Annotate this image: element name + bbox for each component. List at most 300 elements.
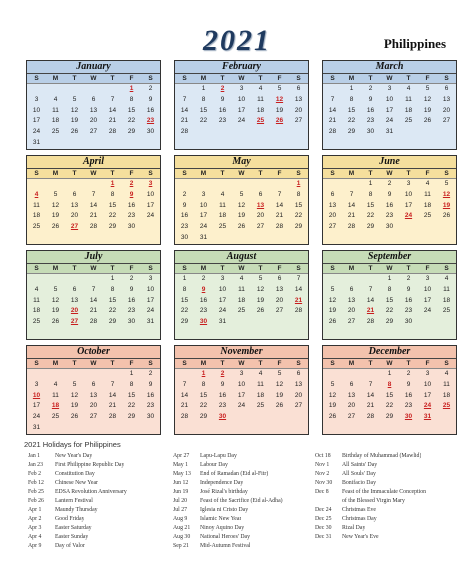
day-cell: 16: [366, 106, 375, 114]
day-cell: 3: [425, 275, 430, 282]
day-cell: [65, 84, 84, 95]
holiday-name: José Rizal's birthday: [200, 489, 248, 495]
day-cell: 20: [70, 212, 79, 220]
month-may: [174, 155, 309, 245]
holiday-name: Christmas Day: [342, 516, 377, 522]
day-cell: 17: [146, 201, 155, 209]
day-cell: 9: [148, 380, 153, 388]
month-days: [175, 369, 308, 434]
day-cell: 25: [237, 307, 246, 315]
day-cell: 30: [127, 223, 136, 231]
day-cell: 6: [444, 85, 449, 92]
week-row: [175, 211, 308, 222]
day-cell: 21: [347, 212, 356, 220]
day-cell: [141, 233, 160, 244]
day-cell: 31: [146, 318, 155, 326]
day-cell: 9: [368, 95, 373, 103]
holiday-date-label: Dec 30: [315, 525, 332, 531]
day-cell: 8: [201, 95, 206, 103]
weekday-header-row: [323, 264, 456, 274]
day-cell: 23: [180, 223, 189, 231]
week-row: [323, 317, 456, 328]
day-cell: [65, 328, 84, 339]
weekday-label: F: [425, 75, 430, 82]
day-cell: [65, 233, 84, 244]
day-cell: [380, 233, 399, 244]
day-cell: [232, 317, 251, 328]
day-cell: 8: [129, 380, 134, 388]
day-cell: 20: [89, 117, 98, 125]
week-row: [27, 116, 160, 127]
holiday-date-label: Apr 3: [28, 525, 42, 531]
day-cell: 4: [53, 95, 58, 103]
day-cell: 24: [32, 128, 41, 136]
day-cell: [418, 127, 437, 138]
day-cell: 10: [423, 380, 432, 388]
day-cell: 21: [108, 117, 117, 125]
day-cell: 4: [220, 190, 225, 198]
weekday-header-row: [323, 169, 456, 179]
day-cell: [437, 233, 456, 244]
holiday-date-label: Feb 25: [28, 489, 44, 495]
day-cell: 21: [328, 117, 337, 125]
day-cell: 29: [108, 223, 117, 231]
day-cell: 22: [366, 212, 375, 220]
day-cell: [361, 233, 380, 244]
day-cell: 20: [294, 106, 303, 114]
day-cell: 31: [218, 318, 227, 326]
weekday-label: W: [386, 265, 393, 272]
holiday-date: 23: [146, 117, 155, 125]
holiday-item: [173, 533, 315, 542]
weekday-label: W: [386, 75, 393, 82]
day-cell: 14: [108, 106, 117, 114]
day-cell: [213, 423, 232, 434]
month-september: [322, 250, 457, 340]
day-cell: [251, 127, 270, 138]
day-cell: 1: [387, 370, 392, 377]
weekday-label: T: [72, 360, 77, 367]
holiday-item: [173, 470, 315, 479]
day-cell: 2: [148, 85, 153, 92]
holiday-date: 1: [129, 85, 134, 92]
holiday-date: 2: [129, 180, 134, 187]
day-cell: 23: [146, 402, 155, 410]
holiday-name: Easter Saturday: [55, 525, 92, 531]
day-cell: [342, 138, 361, 149]
month-name: May: [175, 156, 308, 169]
weekday-label: W: [386, 170, 393, 177]
day-cell: 18: [256, 391, 265, 399]
month-days: [27, 84, 160, 149]
day-cell: 13: [294, 380, 303, 388]
day-cell: 17: [237, 391, 246, 399]
day-cell: 5: [277, 370, 282, 377]
weekday-label: M: [200, 75, 207, 82]
day-cell: 27: [256, 223, 265, 231]
day-cell: [289, 233, 308, 244]
day-cell: 17: [218, 296, 227, 304]
week-row: [27, 328, 160, 339]
day-cell: 14: [89, 296, 98, 304]
day-cell: [122, 138, 141, 149]
holiday-date: 21: [294, 296, 303, 304]
day-cell: 1: [182, 275, 187, 282]
day-cell: 15: [199, 106, 208, 114]
month-name: September: [323, 251, 456, 264]
day-cell: [323, 423, 342, 434]
day-cell: 11: [257, 380, 264, 388]
day-cell: 5: [258, 275, 263, 282]
weekday-label: F: [277, 75, 282, 82]
day-cell: 17: [423, 296, 432, 304]
day-cell: 30: [366, 128, 375, 136]
day-cell: 26: [237, 223, 246, 231]
day-cell: 29: [127, 413, 136, 421]
day-cell: 12: [51, 296, 60, 304]
day-cell: 27: [294, 117, 303, 125]
day-cell: 19: [256, 296, 265, 304]
day-cell: 15: [294, 201, 303, 209]
day-cell: 25: [404, 117, 413, 125]
holiday-name: New Year's Day: [55, 453, 93, 459]
day-cell: 20: [275, 296, 284, 304]
day-cell: 7: [110, 95, 115, 103]
holiday-item: [315, 524, 458, 533]
weekday-label: W: [90, 265, 97, 272]
day-cell: 28: [180, 128, 189, 136]
day-cell: [65, 274, 84, 285]
day-cell: 3: [406, 180, 411, 187]
day-cell: [418, 328, 437, 339]
week-row: [323, 412, 456, 423]
day-cell: 24: [146, 212, 155, 220]
day-cell: 17: [146, 296, 155, 304]
weekday-label: S: [330, 265, 335, 272]
month-october: [26, 345, 161, 435]
holiday-item: [173, 506, 315, 515]
day-cell: 11: [257, 95, 264, 103]
day-cell: 24: [146, 307, 155, 315]
month-name: February: [175, 61, 308, 74]
week-row: [27, 285, 160, 296]
week-row: [323, 106, 456, 117]
day-cell: 17: [404, 201, 413, 209]
day-cell: 28: [108, 413, 117, 421]
day-cell: 14: [328, 106, 337, 114]
weekday-label: T: [406, 360, 411, 367]
day-cell: 21: [108, 402, 117, 410]
day-cell: 10: [404, 190, 413, 198]
day-cell: 3: [239, 85, 244, 92]
day-cell: 13: [89, 106, 98, 114]
weekday-label: S: [34, 75, 39, 82]
weekday-label: W: [238, 265, 245, 272]
week-row: [323, 423, 456, 434]
weekday-label: S: [330, 360, 335, 367]
day-cell: 16: [218, 391, 227, 399]
day-cell: [270, 317, 289, 328]
day-cell: [232, 328, 251, 339]
day-cell: 8: [296, 190, 301, 198]
day-cell: 3: [201, 190, 206, 198]
day-cell: [46, 423, 65, 434]
day-cell: 15: [366, 201, 375, 209]
day-cell: 11: [219, 201, 226, 209]
day-cell: 4: [53, 380, 58, 388]
day-cell: 21: [366, 402, 375, 410]
month-name: April: [27, 156, 160, 169]
holiday-date-label: Jan 1: [28, 453, 41, 459]
holiday-date: 20: [70, 307, 79, 315]
day-cell: [323, 179, 342, 190]
weekday-label: S: [34, 265, 39, 272]
holiday-item: [315, 488, 458, 497]
day-cell: [141, 328, 160, 339]
holiday-date: 2: [220, 370, 225, 377]
holiday-name: Independence Day: [200, 480, 244, 486]
day-cell: 27: [294, 402, 303, 410]
holiday-name: Day of Valor: [55, 543, 85, 549]
day-cell: 22: [385, 307, 394, 315]
day-cell: 16: [404, 296, 413, 304]
day-cell: 13: [347, 296, 356, 304]
weekday-label: F: [129, 265, 134, 272]
day-cell: [361, 274, 380, 285]
day-cell: 25: [51, 413, 60, 421]
holiday-name: All Saints' Day: [342, 462, 378, 468]
day-cell: [418, 138, 437, 149]
holiday-name: End of Ramadan (Eid al-Fitr): [200, 471, 269, 477]
day-cell: 4: [444, 275, 449, 282]
day-cell: [342, 179, 361, 190]
holiday-item: [173, 542, 315, 551]
day-cell: 22: [180, 307, 189, 315]
day-cell: 1: [349, 85, 354, 92]
day-cell: 5: [53, 190, 58, 198]
holiday-date-label: Nov 30: [315, 480, 333, 486]
weekday-label: T: [258, 75, 263, 82]
holiday-date-label: Jan 23: [28, 462, 43, 468]
weekday-label: S: [296, 360, 301, 367]
day-cell: 4: [34, 285, 39, 293]
day-cell: 23: [404, 307, 413, 315]
weekday-label: T: [258, 170, 263, 177]
day-cell: [232, 138, 251, 149]
day-cell: 2: [129, 275, 134, 282]
weekday-label: F: [129, 360, 134, 367]
holiday-date: 31: [423, 413, 432, 421]
weekday-header-row: [27, 74, 160, 84]
week-row: [175, 233, 308, 244]
day-cell: [194, 423, 213, 434]
month-days: [27, 179, 160, 244]
holiday-name: All Souls' Day: [342, 471, 376, 477]
day-cell: 24: [385, 117, 394, 125]
day-cell: 15: [127, 391, 136, 399]
day-cell: 19: [51, 212, 60, 220]
month-name: January: [27, 61, 160, 74]
week-row: [323, 222, 456, 233]
day-cell: 14: [89, 201, 98, 209]
weekday-label: M: [348, 75, 355, 82]
day-cell: [27, 369, 46, 380]
day-cell: [342, 274, 361, 285]
day-cell: 8: [110, 285, 115, 293]
week-row: [27, 233, 160, 244]
holidays-list: [28, 452, 458, 560]
holiday-date-label: Apr 9: [28, 543, 42, 549]
day-cell: 17: [385, 106, 394, 114]
week-row: [175, 84, 308, 95]
holiday-date: 18: [51, 402, 60, 410]
day-cell: [175, 423, 194, 434]
day-cell: [103, 233, 122, 244]
day-cell: 8: [387, 285, 392, 293]
day-cell: [103, 138, 122, 149]
day-cell: 22: [108, 307, 117, 315]
day-cell: 23: [218, 402, 227, 410]
day-cell: 5: [53, 285, 58, 293]
day-cell: 23: [199, 307, 208, 315]
weekday-header-row: [323, 74, 456, 84]
holiday-date-label: Dec 31: [315, 534, 332, 540]
day-cell: 6: [296, 85, 301, 92]
day-cell: 18: [442, 296, 451, 304]
holiday-date-label: Dec 8: [315, 489, 329, 495]
holiday-date: 26: [275, 117, 284, 125]
day-cell: 1: [129, 370, 134, 377]
week-row: [175, 116, 308, 127]
day-cell: 15: [199, 391, 208, 399]
holiday-name: Christmas Eve: [342, 507, 376, 513]
day-cell: 7: [182, 95, 187, 103]
day-cell: [399, 328, 418, 339]
day-cell: 25: [32, 223, 41, 231]
week-row: [323, 380, 456, 391]
day-cell: 22: [108, 212, 117, 220]
holiday-date: 30: [218, 413, 227, 421]
day-cell: 10: [218, 285, 227, 293]
holiday-item: [28, 470, 173, 479]
day-cell: 16: [199, 296, 208, 304]
day-cell: [213, 138, 232, 149]
holiday-item: [315, 497, 458, 506]
holiday-name: Islamic New Year: [200, 516, 242, 522]
day-cell: [84, 423, 103, 434]
day-cell: 27: [328, 223, 337, 231]
weekday-header-row: [27, 359, 160, 369]
day-cell: 5: [330, 380, 335, 388]
weekday-label: S: [444, 265, 449, 272]
week-row: [27, 190, 160, 201]
day-cell: 12: [51, 201, 60, 209]
holiday-date-label: Dec 24: [315, 507, 332, 513]
weekday-label: M: [348, 265, 355, 272]
day-cell: 14: [108, 391, 117, 399]
week-row: [323, 138, 456, 149]
week-row: [323, 391, 456, 402]
day-cell: 29: [108, 318, 117, 326]
holiday-item: [173, 524, 315, 533]
day-cell: 3: [425, 370, 430, 377]
day-cell: 25: [423, 212, 432, 220]
weekday-header-row: [175, 264, 308, 274]
day-cell: 5: [444, 180, 449, 187]
day-cell: 14: [366, 296, 375, 304]
month-november: [174, 345, 309, 435]
day-cell: 23: [366, 117, 375, 125]
day-cell: [46, 369, 65, 380]
holiday-item: [315, 515, 458, 524]
week-row: [27, 391, 160, 402]
week-row: [27, 401, 160, 412]
weekday-label: M: [200, 170, 207, 177]
week-row: [175, 401, 308, 412]
day-cell: 26: [256, 307, 265, 315]
day-cell: [213, 328, 232, 339]
day-cell: 6: [72, 190, 77, 198]
day-cell: [323, 84, 342, 95]
month-december: [322, 345, 457, 435]
week-row: [175, 95, 308, 106]
day-cell: 31: [32, 139, 41, 147]
day-cell: [437, 222, 456, 233]
day-cell: [65, 369, 84, 380]
day-cell: [84, 179, 103, 190]
day-cell: 8: [182, 285, 187, 293]
day-cell: 19: [70, 117, 79, 125]
day-cell: 16: [404, 391, 413, 399]
day-cell: 27: [347, 318, 356, 326]
holiday-date-label: Apr 4: [28, 534, 42, 540]
day-cell: 9: [182, 201, 187, 209]
day-cell: 4: [444, 370, 449, 377]
day-cell: 4: [239, 275, 244, 282]
holiday-item: [28, 479, 173, 488]
day-cell: [213, 179, 232, 190]
day-cell: 22: [347, 117, 356, 125]
day-cell: 23: [404, 402, 413, 410]
holiday-date: 12: [275, 95, 284, 103]
day-cell: [289, 423, 308, 434]
day-cell: 10: [32, 106, 41, 114]
day-cell: 28: [366, 413, 375, 421]
day-cell: 5: [330, 285, 335, 293]
day-cell: [103, 423, 122, 434]
day-cell: 2: [148, 370, 153, 377]
day-cell: [418, 423, 437, 434]
weekday-label: T: [220, 265, 225, 272]
day-cell: 11: [443, 285, 450, 293]
day-cell: [103, 369, 122, 380]
day-cell: 30: [404, 318, 413, 326]
day-cell: 18: [404, 106, 413, 114]
week-row: [323, 369, 456, 380]
holiday-date: 27: [70, 223, 79, 231]
day-cell: 1: [387, 275, 392, 282]
day-cell: 21: [89, 307, 98, 315]
day-cell: 11: [52, 391, 59, 399]
day-cell: [122, 423, 141, 434]
day-cell: [270, 233, 289, 244]
holiday-item: [28, 497, 173, 506]
holiday-column: [28, 452, 173, 560]
holiday-date-label: Aug 21: [173, 525, 191, 531]
day-cell: 15: [385, 296, 394, 304]
month-february: [174, 60, 309, 150]
day-cell: 9: [406, 380, 411, 388]
